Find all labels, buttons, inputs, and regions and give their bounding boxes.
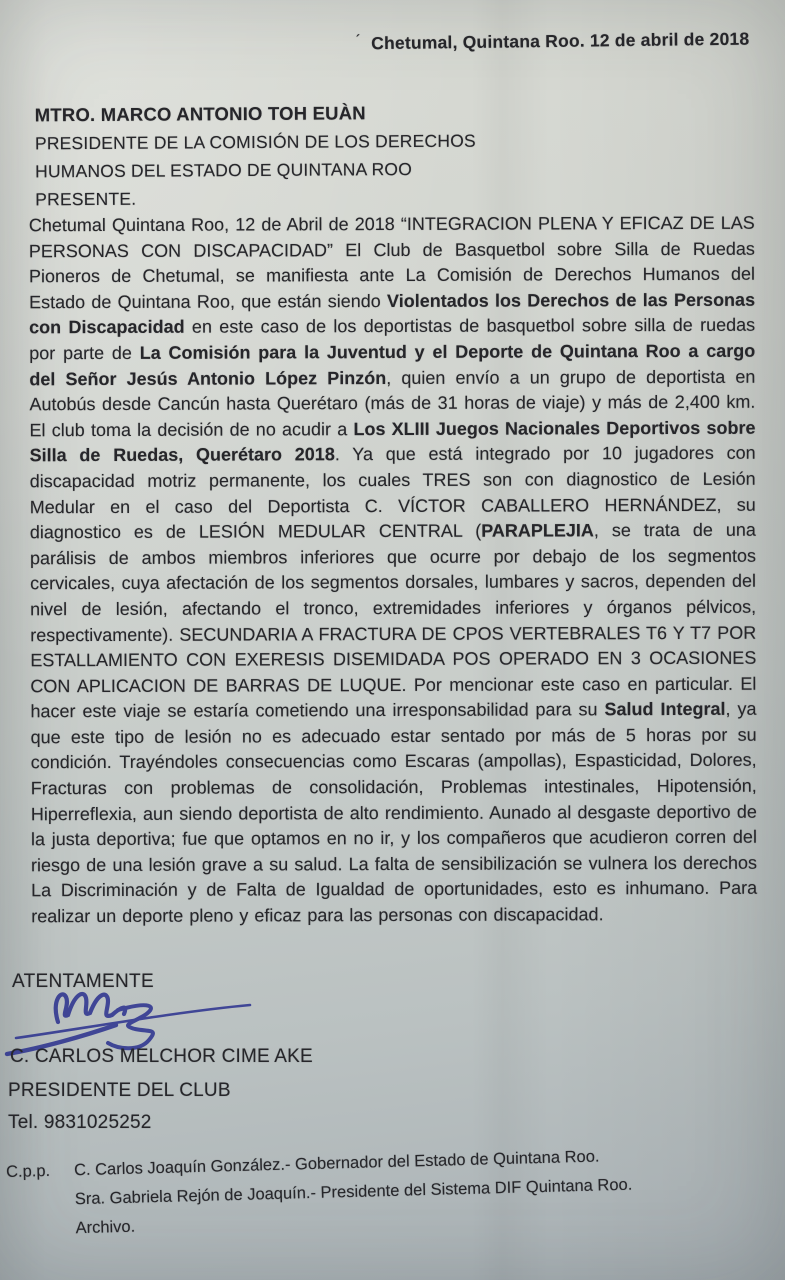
cc-line: C. Carlos Joaquín González.- Gobernador del Estado de Quintana Roo.	[73, 1147, 600, 1180]
body-run: , quien envío a un grupo de deportista en Autobús desde Cancún hasta Querétaro (más de 31 horas de viaje) y más de 2,400 km. El club toma la decisión de no acudir a	[29, 366, 756, 441]
cc-block	[6, 1139, 728, 1245]
body-run: Chetumal Quintana Roo, 12 de Abril de 2018 “INTEGRACION PLENA Y EFICAZ DE LAS PERSONAS CON DISCAPACIDAD” El Club de Basquetbol sobre Silla de Ruedas Pioneros de Chetumal, se manifiesta ante La Comisión de Derechos Humanos del Estado de Quintana Roo, que están siendo	[28, 212, 756, 313]
body-run: PARAPLEJIA	[481, 520, 594, 541]
body-paragraph	[29, 211, 757, 930]
cc-row	[6, 1139, 728, 1245]
body-run: Violentados los Derechos de las Personas con Discapacidad	[29, 289, 756, 338]
body-run: La Comisión para la Juventud y el Deporte de Quintana Roo a cargo del Señor Jesús Antonio López Pinzón	[29, 340, 756, 389]
recipient-line: PRESENTE.	[35, 188, 137, 210]
stray-pen-mark: ´	[355, 32, 361, 50]
body-run: Los XLIII Juegos Nacionales Deportivos sobre Silla de Ruedas, Querétaro 2018	[29, 417, 756, 466]
body-run: en este caso de los deportistas de basquetbol sobre silla de ruedas por parte de	[29, 315, 756, 364]
cc-line: Archivo.	[75, 1217, 136, 1238]
recipient-block	[35, 99, 477, 214]
recipient-name: MTRO. MARCO ANTONIO TOH EUÀN	[34, 102, 366, 126]
signer-phone: Tel. 9831025252	[8, 1112, 152, 1133]
recipient-line: HUMANOS DEL ESTADO DE QUINTANA ROO	[35, 159, 413, 182]
recipient-line: PRESIDENTE DE LA COMISIÓN DE LOS DERECHOS	[34, 130, 476, 154]
signer-title: PRESIDENTE DEL CLUB	[8, 1080, 231, 1101]
body-run: , ya que este tipo de lesión no es adecuado estar sentado por más de 5 horas por su condición. Trayéndoles consecuencias como Escaras (ampollas), Espasticidad, Dolores, Fracturas con problemas de consolidación, Problemas intestinales, Hipotensión, Hiperreflexia, aun siendo deportista de alto rendimiento. Aunado al desgaste deportivo de la justa deportiva; fue que optamos en no ir, y los compañeros que acudieron corren del riesgo de una lesión grave a su salud. La falta de sensibilización se vulnera los derechos La Discriminación y de Falta de Igualdad de oportunidades, esto es inhumano. Para realizar un deporte pleno y eficaz para las personas con discapacidad.	[30, 699, 758, 927]
signer-name: C. CARLOS MELCHOR CIME AKE	[10, 1046, 313, 1067]
cc-label: C.p.p.	[5, 1161, 51, 1182]
dateline	[356, 28, 750, 55]
body-run: , se trata de una parálisis de ambos miembros inferiores que ocurre por debajo de los segmentos cervicales, cuya afectación de los segmentos dorsales, lumbares y sacros, dependen del nivel de lesión, afectando el tronco, extremidades inferiores y órganos pélvicos, respectivamente). SECUNDARIA A FRACTURA DE CPOS VERTEBRALES T6 Y T7 POR ESTALLAMIENTO CON EXERESIS DISEMIDADA POS OPERADO EN 3 OCASIONES CON APLICACION DE BARRAS DE LUQUE. Por mencionar este caso en particular. El hacer este viaje se estaría cometiendo una irresponsabilidad para su	[29, 519, 757, 722]
dateline-text: Chetumal, Quintana Roo. 12 de abril de 2018	[370, 28, 750, 54]
body-run: . Ya que está integrado por 10 jugadores con discapacidad motriz permanente, los cuales TRES son con diagnostico de Lesión Medular en el caso del Deportista C. VÍCTOR CABALLERO HERNÁNDEZ, su diagnostico es de LESIÓN MEDULAR CENTRAL (	[29, 443, 756, 543]
cc-line: Sra. Gabriela Rejón de Joaquín.- Presidente del Sistema DIF Quintana Roo.	[74, 1175, 633, 1209]
cc-lines	[74, 1139, 728, 1243]
closing-word: ATENTAMENTE	[12, 971, 154, 992]
body-run: Salud Integral	[604, 699, 726, 720]
